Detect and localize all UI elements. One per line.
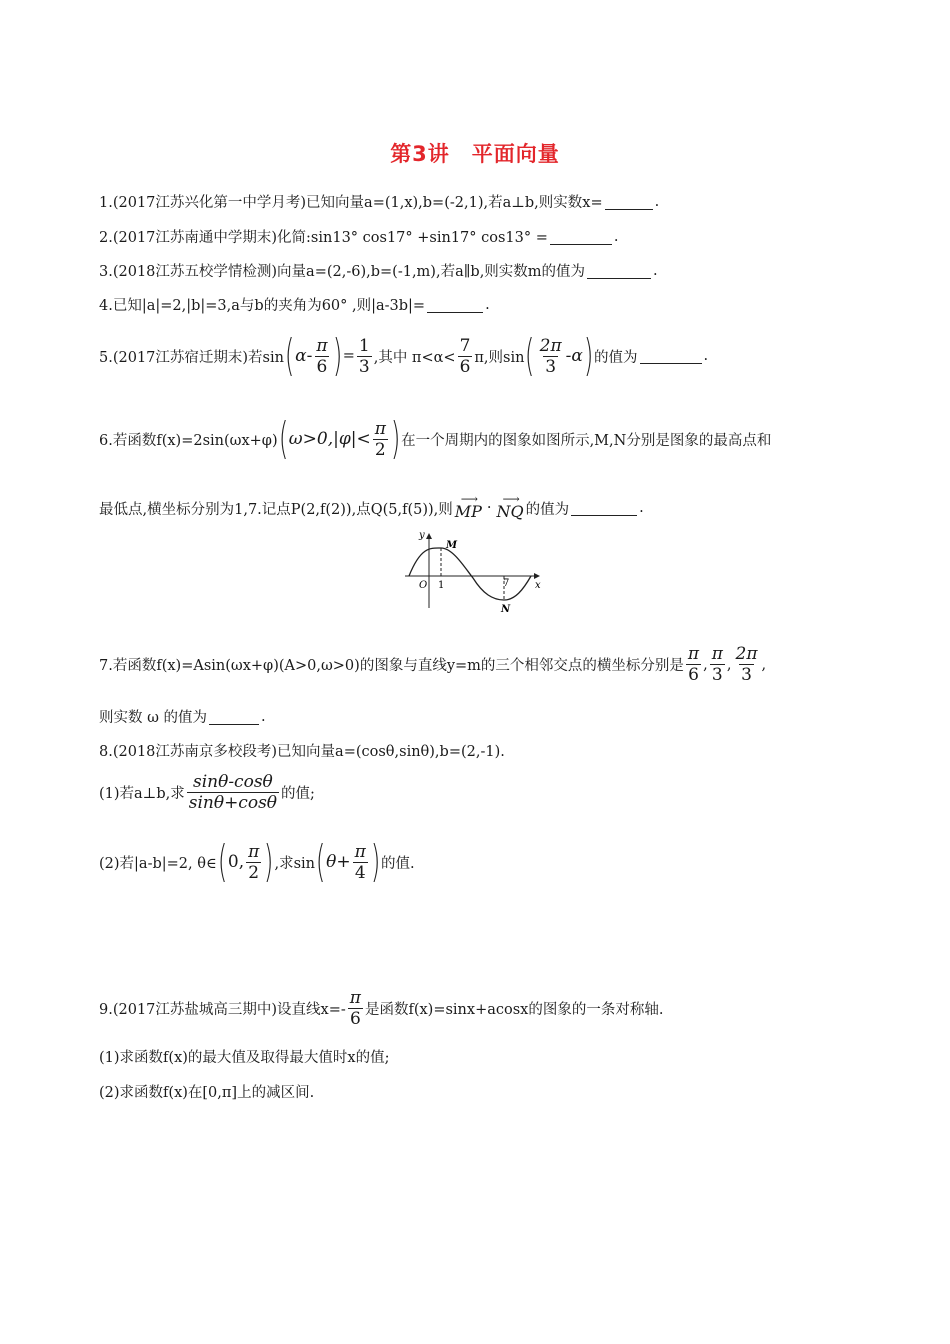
q8-text: 8.(2018江苏南京多校段考)已知向量a=(cosθ,sinθ),b=(2,-1). [99, 744, 505, 760]
q8-p2-prefix: (2)若|a-b|=2, θ∈ [99, 855, 217, 872]
x-label: x [535, 580, 541, 591]
q5-frac-num: π [316, 335, 328, 356]
question-9 [99, 988, 663, 1029]
q7-frac3-num: 2π [735, 644, 758, 664]
q8-frac-pi-4 [353, 842, 368, 883]
vector-mp [454, 492, 482, 521]
q5-frac-pi-6 [314, 336, 329, 377]
vector-arrow-icon: ⟶ [502, 492, 518, 506]
q8-p2-suffix: 的值. [381, 855, 415, 872]
q5-end: . [703, 348, 709, 364]
question-1 [99, 191, 659, 212]
q7-frac3-den: 3 [741, 665, 752, 685]
q9-frac-num: π [349, 988, 361, 1008]
q5-eq: = [342, 348, 355, 364]
q6-answer-blank[interactable] [571, 514, 637, 516]
q8-theta: θ+ [326, 852, 351, 872]
q4-end: . [485, 296, 490, 313]
q7-end: . [261, 708, 266, 725]
q8-zero: 0, [227, 852, 245, 872]
q5-pi-text: π,则sin [474, 349, 525, 366]
q6-paren-right: ) [390, 413, 401, 464]
q5-paren-left: ( [284, 330, 295, 381]
q6-line2: 最低点,横坐标分别为1,7.记点P(2,f(2)),点Q(5,f(5)),则 [99, 501, 453, 518]
q7-comma-2: , [726, 656, 732, 673]
q8-p1-den: sinθ+cosθ [188, 793, 278, 813]
origin-label: O [419, 580, 428, 591]
tick-1-label: 1 [438, 580, 445, 591]
q8-frac-den: 2 [248, 862, 260, 883]
page-title: 第3讲 平面向量 [390, 142, 560, 166]
q1-end: . [654, 193, 660, 210]
q8-frac-num: π [248, 841, 260, 862]
q2-answer-blank[interactable] [550, 243, 612, 245]
q8-paren-left: ( [217, 836, 228, 887]
q2-text: 2.(2017江苏南通中学期末)化简:sin13° cos17° +sin17° cos13° = [99, 230, 548, 246]
vector-nq [496, 492, 524, 521]
q7-frac-3 [734, 644, 760, 685]
q5-frac-1-3 [357, 336, 372, 377]
q7-answer-blank[interactable] [209, 723, 259, 725]
q8-frac2-den: 4 [354, 862, 366, 883]
q5-frac-7-6 [458, 336, 473, 377]
q6-frac-den: 2 [374, 439, 386, 460]
q5-frac2-num: 1 [358, 335, 370, 356]
q6-paren-left: ( [278, 413, 288, 464]
point-n-label: N [501, 604, 511, 614]
q7-frac1-den: 6 [688, 665, 699, 685]
q8-p1-num: sinθ-cosθ [192, 772, 273, 792]
q3-end: . [653, 262, 658, 279]
q8-frac-pi-2 [246, 842, 261, 883]
q2-end: . [613, 228, 619, 245]
q5-paren-right-2: ) [583, 330, 594, 381]
q4-text: 4.已知|a|=2,|b|=3,a与b的夹角为60° ,则|a-3b|= [99, 298, 426, 314]
q5-frac-den: 6 [316, 356, 328, 377]
point-m-label: M [446, 540, 458, 551]
q7-frac-2 [710, 644, 725, 685]
question-8-part-1 [99, 772, 315, 813]
q7-comma-3: , [761, 656, 767, 673]
vector-nq-label: NQ [496, 502, 524, 521]
question-9-part-1 [99, 1046, 389, 1067]
q7-frac2-num: π [711, 644, 723, 664]
q6-condition: ω>0,|φ|< [288, 429, 371, 449]
q9-prefix: 9.(2017江苏盐城高三期中)设直线x=- [99, 1002, 346, 1018]
q7-frac-1 [686, 644, 701, 685]
question-5 [99, 330, 709, 381]
question-6 [99, 413, 772, 464]
q7-prefix: 7.若函数f(x)=Asin(ωx+φ)(A>0,ω>0)的图象与直线y=m的三个相邻交点的横坐标分别是 [99, 658, 684, 674]
q8-paren-left-2: ( [315, 836, 326, 887]
q9-frac-den: 6 [349, 1009, 361, 1029]
question-8-part-2 [99, 836, 415, 887]
q3-answer-blank[interactable] [587, 277, 651, 279]
y-label: y [419, 530, 425, 541]
vector-arrow-icon: ⟶ [460, 492, 476, 506]
q1-answer-blank[interactable] [605, 208, 653, 210]
vector-mp-label: MP [454, 502, 482, 521]
question-6-line-2 [99, 492, 644, 521]
q8-frac2-num: π [354, 841, 366, 862]
q6-line2-end: 的值为 [525, 501, 570, 518]
q9-suffix: 是函数f(x)=sinx+acosx的图象的一条对称轴. [364, 1002, 664, 1018]
question-3 [99, 260, 658, 281]
q8-p1-suffix: 的值; [281, 786, 315, 802]
q8-p2-mid: ,求sin [274, 855, 315, 872]
q5-frac3-num: 7 [459, 335, 471, 356]
q6-suffix: 在一个周期内的图象如图所示,M,N分别是图象的最高点和 [401, 432, 772, 449]
q8-p1-prefix: (1)若a⊥b,求 [99, 786, 185, 802]
question-2 [99, 226, 619, 247]
q9-p1: (1)求函数f(x)的最大值及取得最大值时x的值; [99, 1050, 390, 1066]
q8-paren-right-2: ) [370, 836, 381, 887]
question-8 [99, 740, 505, 761]
q7-comma-1: , [703, 656, 708, 673]
tick-7-label: 7 [503, 578, 510, 589]
q5-frac-2pi-3 [538, 336, 564, 377]
question-9-part-2 [99, 1081, 314, 1102]
question-4 [99, 294, 490, 315]
q8-p1-frac [187, 772, 279, 813]
q8-paren-right: ) [264, 836, 274, 887]
q7-frac2-den: 3 [711, 665, 723, 685]
q5-frac2-den: 3 [358, 356, 370, 377]
q5-paren-right: ) [332, 330, 342, 381]
q6-frac-num: π [374, 418, 386, 439]
q6-dot: · [486, 500, 492, 516]
q5-answer-blank[interactable] [640, 362, 702, 364]
q4-answer-blank[interactable] [427, 311, 483, 313]
q5-frac4-den: 3 [545, 356, 557, 377]
q7-frac1-num: π [687, 644, 700, 664]
q7-line2: 则实数 ω 的值为 [99, 710, 208, 726]
q5-mid: ,其中 π<α< [373, 349, 456, 366]
q5-frac4-num: 2π [539, 335, 562, 356]
q5-prefix: 5.(2017江苏宿迁期末)若sin [99, 349, 284, 366]
q5-frac3-den: 6 [459, 356, 471, 377]
q9-p2: (2)求函数f(x)在[0,π]上的减区间. [99, 1085, 315, 1101]
question-7 [99, 644, 766, 685]
q1-text: 1.(2017江苏兴化第一中学月考)已知向量a=(1,x),b=(-2,1),若a⊥b,则实数x= [99, 195, 603, 211]
q5-alpha: α [295, 346, 307, 366]
q3-text: 3.(2018江苏五校学情检测)向量a=(2,-6),b=(-1,m),若a∥b,则实数m的值为 [99, 264, 586, 280]
question-7-line-2 [99, 706, 266, 727]
q6-end: . [639, 500, 644, 516]
q5-paren-left-2: ( [525, 330, 535, 381]
q5-minus-alpha: -α [565, 346, 583, 366]
q9-frac-pi-6 [348, 988, 363, 1029]
q5-suffix: 的值为 [594, 349, 638, 366]
q5-minus: - [306, 346, 313, 366]
q6-prefix: 6.若函数f(x)=2sin(ωx+φ) [99, 432, 278, 449]
sine-graph-figure [403, 528, 545, 614]
q6-frac-pi-2 [373, 419, 388, 460]
sine-curve [409, 548, 531, 600]
